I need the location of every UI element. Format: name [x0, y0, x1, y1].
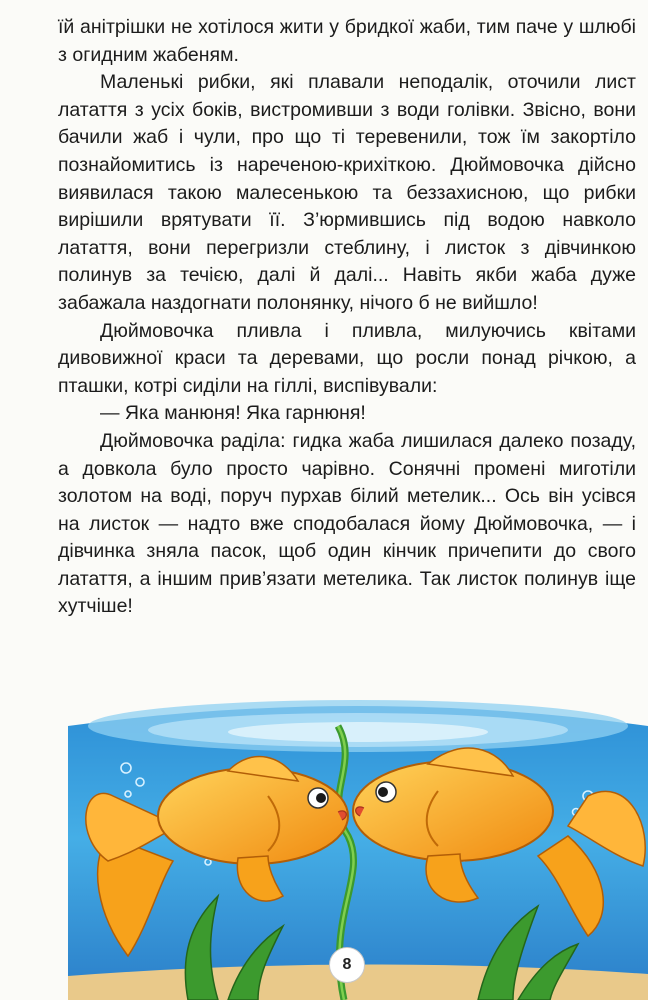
paragraph-4: — Яка манюня! Яка гарнюня! [100, 402, 366, 425]
paragraph-3: Дюймовочка пливла і пливла, милуючись квітами дивовижної краси та деревами, що росли понад річкою, а пташки, котрі сиділи на гіллі, виспівували: [58, 319, 636, 397]
paragraph-1: їй анітрішки не хотілося жити у бридкої жаби, тим паче у шлюбі з огидним жабеням. [58, 16, 636, 66]
page-number: 8 [329, 947, 365, 983]
story-text [58, 14, 636, 621]
paragraph-2: Маленькі рибки, які плавали неподалік, оточили лист латаття з усіх боків, вистромивши з води голівки. Звісно, вони бачили жаб і чули, про що ті теревенили, тож їм закортіло познайомитись із нареченою-крихіткою. Дюймовочка дійсно виявилася такою малесенькою та беззахисною, що рибки вирішили врятувати її. З’юрмившись під водою навколо латаття, вони перегризли стеблину, і листок з дівчинкою полинув за течією, далі й далі... Навіть якби жаба дуже забажала наздогнати полонянку, нічого б не вийшло! [58, 71, 636, 314]
paragraph-5: Дюймовочка раділа: гидка жаба лишилася далеко позаду, а довкола було просто чарівно. Сонячні промені миготіли золотом на воді, поруч пурхав білий метелик... Ось він усівся на листок — надто вже сподобалася йому Дюймовочка, — і дівчинка зняла пасок, щоб один кінчик причепити до свого латаття, а іншим прив’язати метелика. Так листок полинув іще хутчіше! [58, 429, 636, 618]
